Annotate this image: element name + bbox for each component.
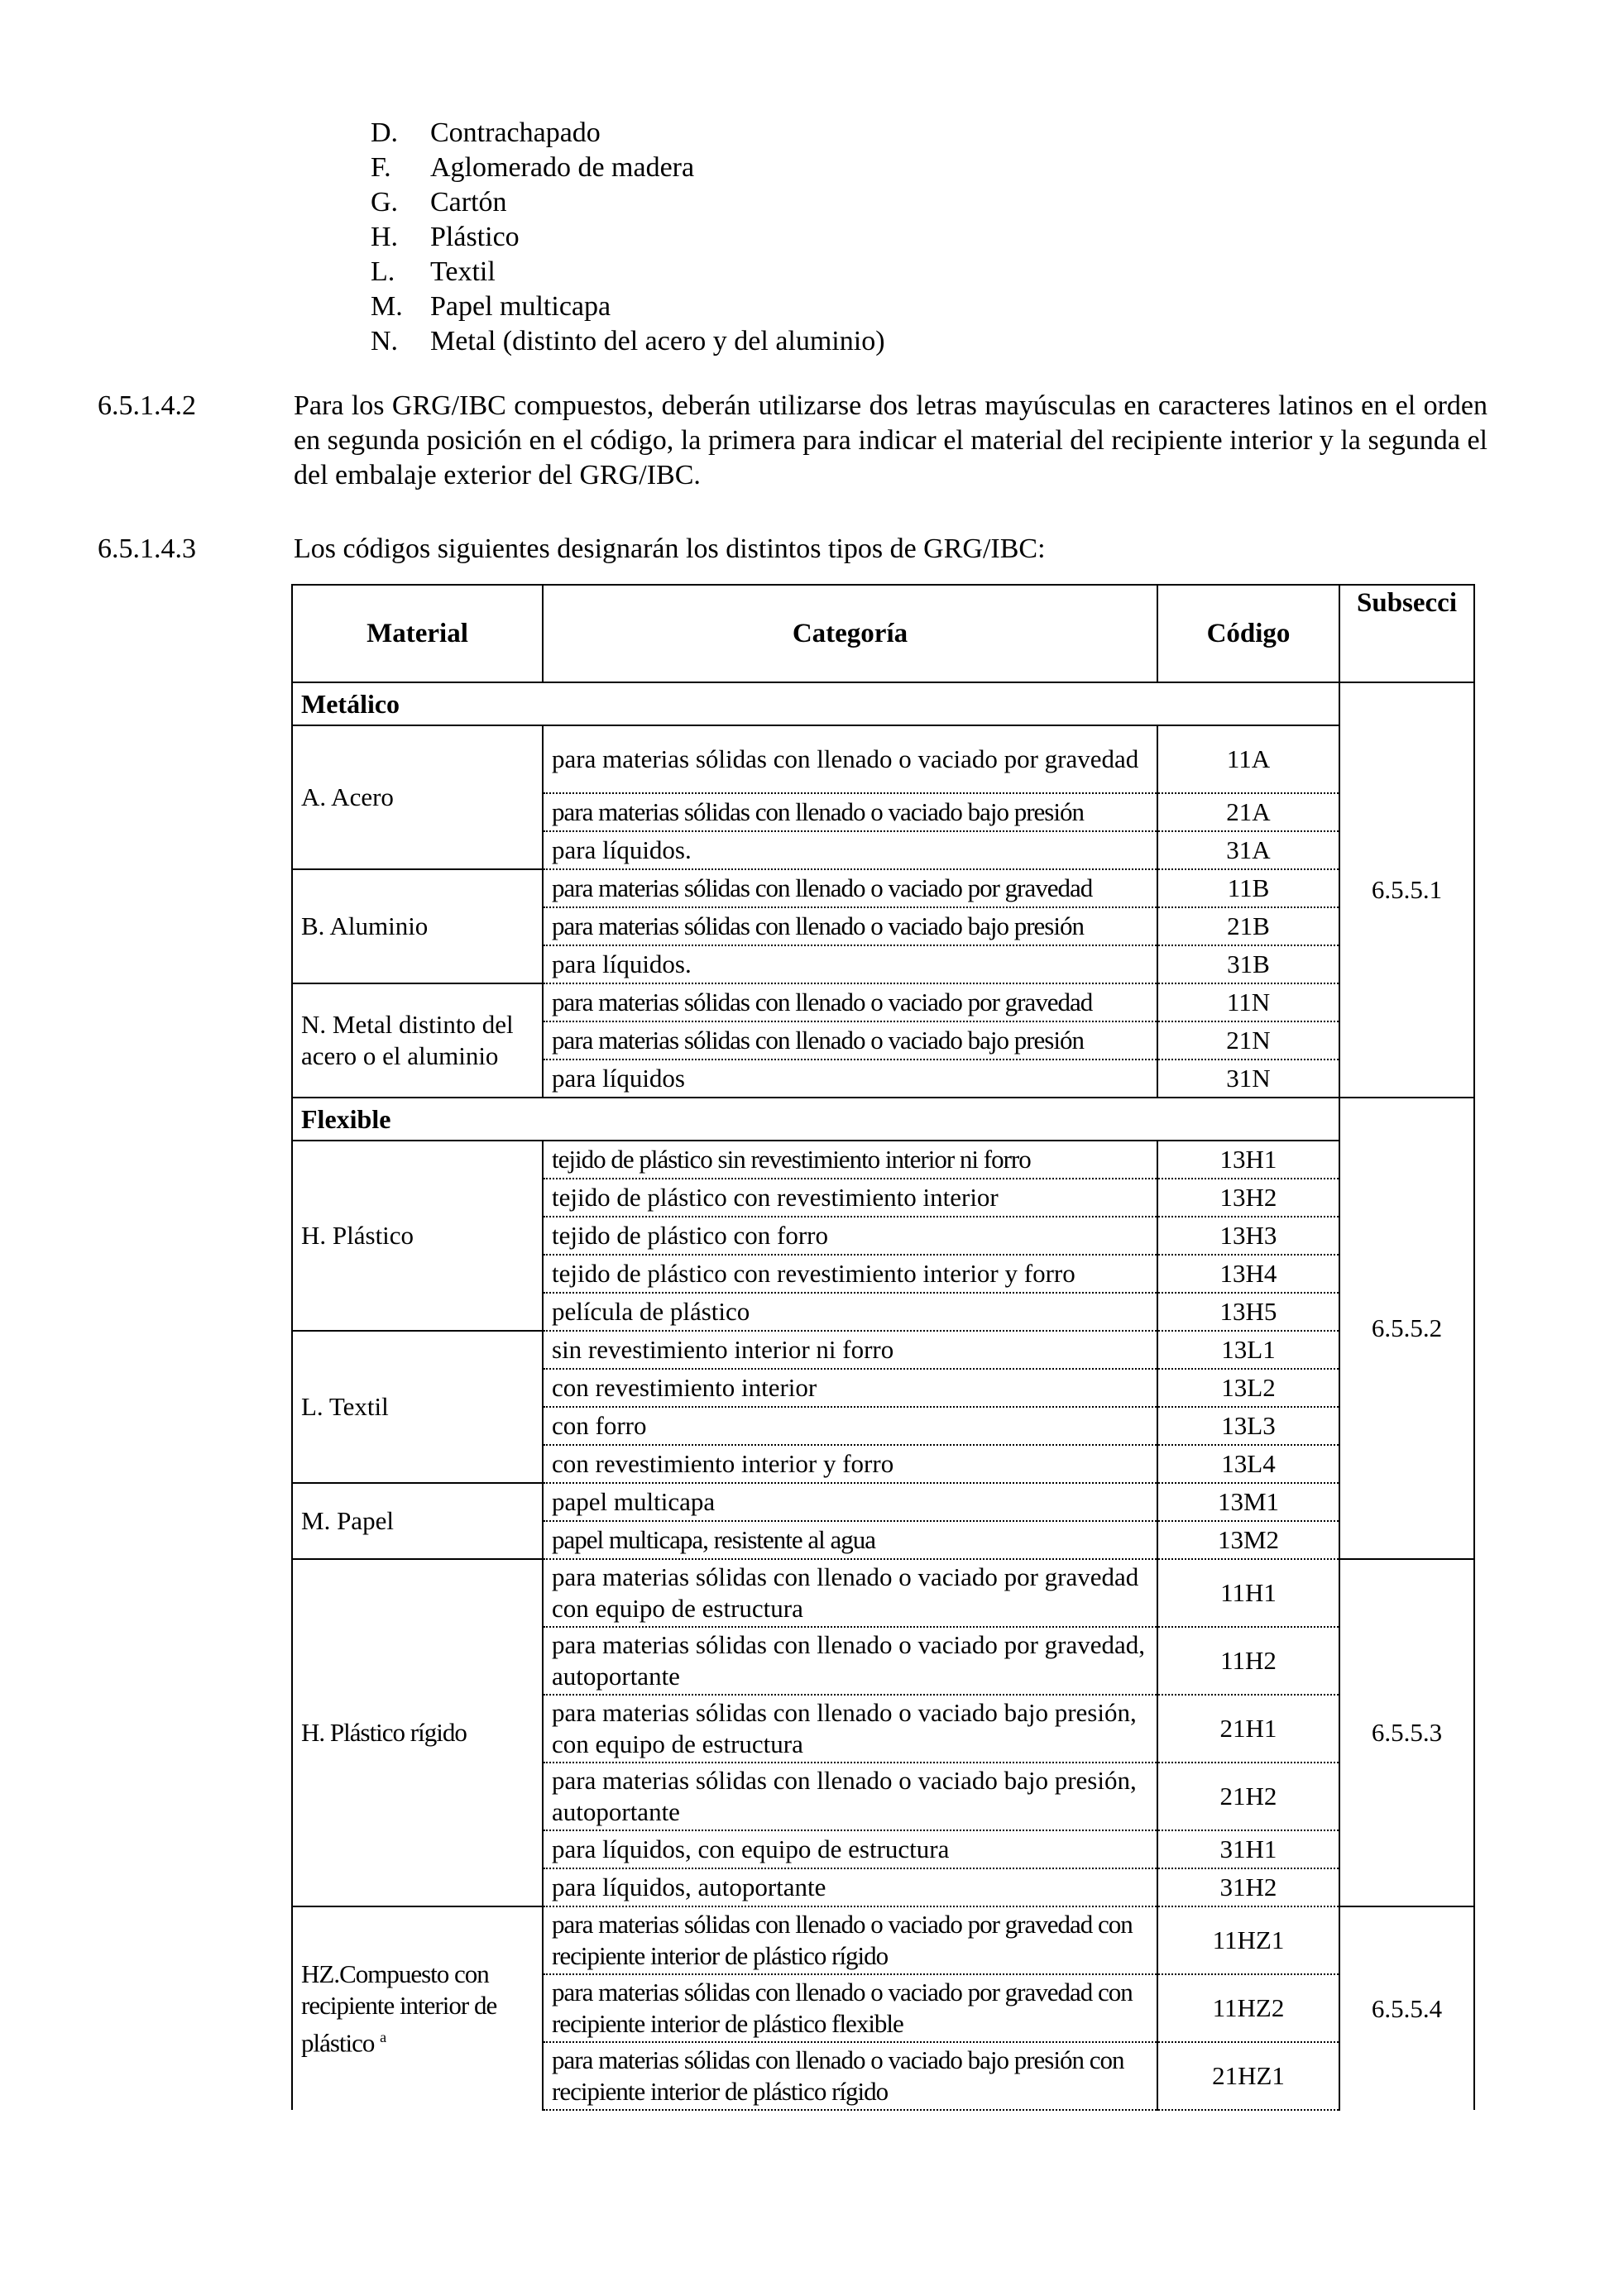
code-cell: 21A xyxy=(1157,793,1339,831)
list-letter: L. xyxy=(371,256,395,287)
table-row xyxy=(292,725,1474,793)
list-letter: G. xyxy=(371,187,399,218)
list-item xyxy=(371,116,885,151)
code-cell: 13M2 xyxy=(1157,1521,1339,1559)
code-cell: 13L2 xyxy=(1157,1369,1339,1407)
code-cell: 13L4 xyxy=(1157,1445,1339,1483)
category-cell: para materias sólidas con llenado o vaciado por gravedad xyxy=(543,725,1157,793)
code-cell: 31H1 xyxy=(1157,1830,1339,1868)
category-cell: sin revestimiento interior ni forro xyxy=(543,1331,1157,1369)
table-row xyxy=(292,1483,1474,1521)
code-cell: 11N xyxy=(1157,983,1339,1021)
code-cell: 31B xyxy=(1157,945,1339,983)
header-category: Categoría xyxy=(543,585,1157,682)
code-cell: 11H1 xyxy=(1157,1559,1339,1627)
subsection-cell: 6.5.5.2 xyxy=(1339,1098,1474,1559)
footnote-marker: a xyxy=(380,2028,386,2045)
list-item xyxy=(371,220,885,255)
list-letter: M. xyxy=(371,291,403,322)
category-cell: para materias sólidas con llenado o vaciado por gravedad con recipiente interior de plástico flexible xyxy=(543,1974,1157,2042)
list-text: Cartón xyxy=(430,187,507,218)
list-text: Aglomerado de madera xyxy=(430,152,695,183)
list-item xyxy=(371,289,885,324)
list-text: Textil xyxy=(430,256,496,287)
category-cell: para materias sólidas con llenado o vaciado por gravedad con equipo de estructura xyxy=(543,1559,1157,1627)
category-cell: película de plástico xyxy=(543,1293,1157,1331)
list-item xyxy=(371,185,885,220)
category-cell: papel multicapa xyxy=(543,1483,1157,1521)
category-cell: para materias sólidas con llenado o vaciado bajo presión, con equipo de estructura xyxy=(543,1695,1157,1763)
code-cell: 13M1 xyxy=(1157,1483,1339,1521)
list-item xyxy=(371,324,885,359)
category-cell: para líquidos. xyxy=(543,831,1157,869)
material-cell: B. Aluminio xyxy=(292,869,543,983)
paragraph-6-5-1-4-2 xyxy=(98,389,1487,493)
category-cell: tejido de plástico con forro xyxy=(543,1217,1157,1255)
code-cell: 13H4 xyxy=(1157,1255,1339,1293)
code-cell: 13H1 xyxy=(1157,1141,1339,1179)
code-cell: 21H1 xyxy=(1157,1695,1339,1763)
group-metalico: Metálico xyxy=(292,682,1339,725)
material-cell: L. Textil xyxy=(292,1331,543,1483)
code-cell: 31A xyxy=(1157,831,1339,869)
code-cell: 13L1 xyxy=(1157,1331,1339,1369)
subsection-cell: 6.5.5.1 xyxy=(1339,682,1474,1098)
category-cell: para materias sólidas con llenado o vaciado bajo presión xyxy=(543,1021,1157,1060)
material-cell: H. Plástico rígido xyxy=(292,1559,543,1906)
paragraph-number: 6.5.1.4.2 xyxy=(98,390,196,421)
code-cell: 13H3 xyxy=(1157,1217,1339,1255)
code-cell: 31H2 xyxy=(1157,1868,1339,1906)
table-row xyxy=(292,1559,1474,1627)
material-letter-list xyxy=(371,116,885,359)
category-cell: para materias sólidas con llenado o vaciado bajo presión xyxy=(543,793,1157,831)
table-row xyxy=(292,983,1474,1021)
material-cell: M. Papel xyxy=(292,1483,543,1559)
code-cell: 31N xyxy=(1157,1060,1339,1098)
category-cell: para líquidos, con equipo de estructura xyxy=(543,1830,1157,1868)
category-cell: tejido de plástico con revestimiento interior y forro xyxy=(543,1255,1157,1293)
material-cell: H. Plástico xyxy=(292,1141,543,1331)
header-material: Material xyxy=(292,585,543,682)
category-cell: con revestimiento interior xyxy=(543,1369,1157,1407)
category-cell: con forro xyxy=(543,1407,1157,1445)
table-row xyxy=(292,1141,1474,1179)
category-cell: con revestimiento interior y forro xyxy=(543,1445,1157,1483)
list-item xyxy=(371,151,885,185)
ibc-codes-table xyxy=(291,584,1475,2111)
category-cell: para líquidos xyxy=(543,1060,1157,1098)
category-cell: para materias sólidas con llenado o vaciado por gravedad xyxy=(543,983,1157,1021)
category-cell: para materias sólidas con llenado o vaciado por gravedad xyxy=(543,869,1157,907)
code-cell: 11H2 xyxy=(1157,1627,1339,1695)
table-header-row xyxy=(292,585,1474,682)
group-row xyxy=(292,1098,1474,1141)
paragraph-text: Los códigos siguientes designarán los distintos tipos de GRG/IBC: xyxy=(294,533,1046,564)
list-text: Contrachapado xyxy=(430,117,601,148)
list-text: Metal (distinto del acero y del aluminio) xyxy=(430,326,885,356)
category-cell: para materias sólidas con llenado o vaciado bajo presión, autoportante xyxy=(543,1763,1157,1830)
code-cell: 21N xyxy=(1157,1021,1339,1060)
group-flexible: Flexible xyxy=(292,1098,1339,1141)
code-cell: 11HZ2 xyxy=(1157,1974,1339,2042)
category-cell: para líquidos, autoportante xyxy=(543,1868,1157,1906)
list-letter: F. xyxy=(371,152,391,183)
category-cell: para materias sólidas con llenado o vaciado por gravedad, autoportante xyxy=(543,1627,1157,1695)
category-cell: para materias sólidas con llenado o vaciado bajo presión xyxy=(543,907,1157,945)
code-cell: 11HZ1 xyxy=(1157,1906,1339,1974)
material-cell: N. Metal distinto del acero o el aluminio xyxy=(292,983,543,1098)
material-cell: A. Acero xyxy=(292,725,543,869)
material-cell xyxy=(292,1906,543,2110)
subsection-cell: 6.5.5.4 xyxy=(1339,1906,1474,2110)
list-letter: D. xyxy=(371,117,399,148)
header-code: Código xyxy=(1157,585,1339,682)
code-cell: 13L3 xyxy=(1157,1407,1339,1445)
table-row xyxy=(292,1331,1474,1369)
code-cell: 21H2 xyxy=(1157,1763,1339,1830)
code-cell: 13H2 xyxy=(1157,1179,1339,1217)
material-text: HZ.Compuesto con recipiente interior de plástico xyxy=(301,1959,497,2058)
header-subsection: Subsecci xyxy=(1339,585,1474,682)
list-letter: N. xyxy=(371,326,399,356)
code-cell: 13H5 xyxy=(1157,1293,1339,1331)
code-cell: 11A xyxy=(1157,725,1339,793)
paragraph-text: Para los GRG/IBC compuestos, deberán utilizarse dos letras mayúsculas en caracteres latinos en el orden en segunda posición en el código, la primera para indicar el material del recipiente interior y la segunda el del embalaje exterior del GRG/IBC. xyxy=(294,390,1487,490)
code-cell: 21HZ1 xyxy=(1157,2042,1339,2110)
list-text: Papel multicapa xyxy=(430,291,611,322)
category-cell: papel multicapa, resistente al agua xyxy=(543,1521,1157,1559)
list-letter: H. xyxy=(371,222,399,252)
paragraph-6-5-1-4-3 xyxy=(98,532,1487,567)
code-cell: 21B xyxy=(1157,907,1339,945)
category-cell: para materias sólidas con llenado o vaciado por gravedad con recipiente interior de plástico rígido xyxy=(543,1906,1157,1974)
category-cell: tejido de plástico con revestimiento interior xyxy=(543,1179,1157,1217)
category-cell: para materias sólidas con llenado o vaciado bajo presión con recipiente interior de plástico rígido xyxy=(543,2042,1157,2110)
code-cell: 11B xyxy=(1157,869,1339,907)
table-row xyxy=(292,869,1474,907)
subsection-cell: 6.5.5.3 xyxy=(1339,1559,1474,1906)
category-cell: tejido de plástico sin revestimiento interior ni forro xyxy=(543,1141,1157,1179)
group-row xyxy=(292,682,1474,725)
table-row xyxy=(292,1906,1474,1974)
category-cell: para líquidos. xyxy=(543,945,1157,983)
list-item xyxy=(371,255,885,289)
list-text: Plástico xyxy=(430,222,520,252)
paragraph-number: 6.5.1.4.3 xyxy=(98,533,196,564)
